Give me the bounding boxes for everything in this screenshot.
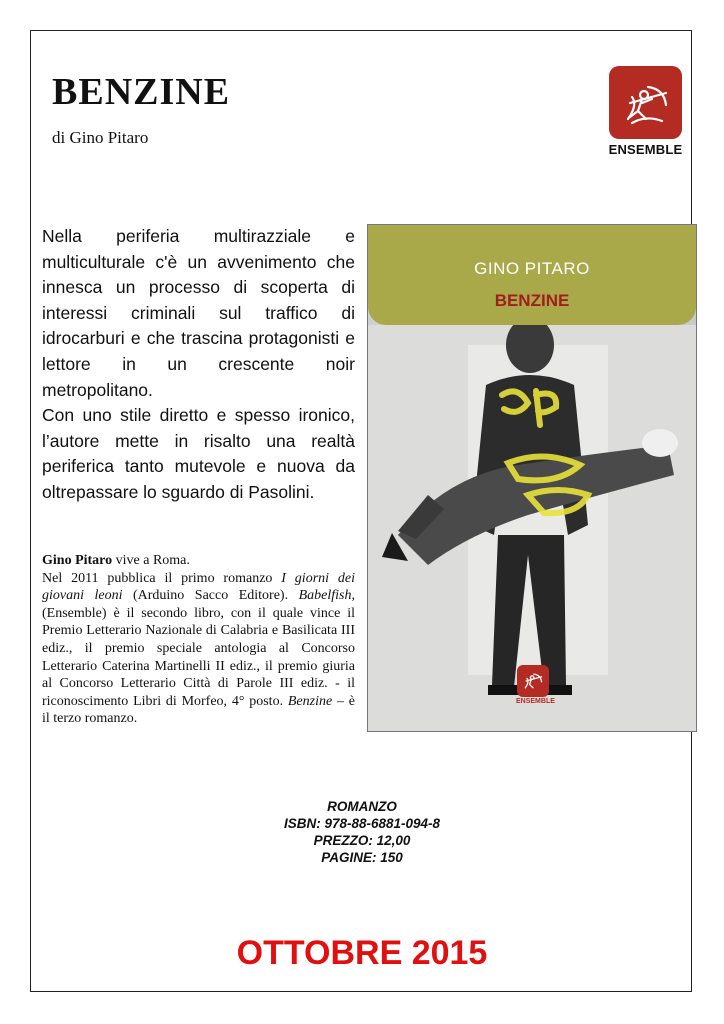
bio-text: Nel 2011 pubblica il primo romanzo xyxy=(42,570,282,586)
bio-author-name: Gino Pitaro xyxy=(42,553,113,568)
genre: ROMANZO xyxy=(327,799,397,814)
synopsis xyxy=(42,224,355,506)
cover-author: GINO PITARO xyxy=(474,259,590,278)
cover-publisher-logo xyxy=(516,665,555,705)
bio-intro-text: vive a Roma. xyxy=(112,553,190,568)
isbn: ISBN: 978-88-6881-094-8 xyxy=(283,816,441,831)
cover-publisher-name: ENSEMBLE xyxy=(516,698,555,705)
book-details xyxy=(0,798,724,866)
release-date: OTTOBRE 2015 xyxy=(236,934,488,972)
price: PREZZO: 12,00 xyxy=(313,833,411,848)
cover-title: BENZINE xyxy=(494,291,570,310)
synopsis-paragraph-2: Con uno stile diretto e spesso ironico, l’autore mette in risalto una realtà periferica tanto mutevole e nuova da oltrepassare lo sguardo di Pasolini. xyxy=(42,405,355,502)
bio-text: – è il terzo romanzo. xyxy=(42,693,355,727)
bio-text: (Ensemble) è il secondo libro, con il quale vince il Premio Letterario Nazionale di Calabria e Basilicata III ediz., il premio speciale antologia al Concorso Letterario Caterina Martinelli II ediz., il premio giuria al Concorso Letterario Città di Parole III ediz. - il riconoscimento Libri di Morfeo, 4° posto. xyxy=(42,605,355,709)
book-cover xyxy=(367,224,697,732)
archer-icon xyxy=(517,665,549,697)
bio-text: (Arduino Sacco Editore). xyxy=(122,588,299,604)
author-byline: di Gino Pitaro xyxy=(52,128,149,147)
author-bio xyxy=(42,552,355,728)
book-title: BENZINE xyxy=(52,71,231,113)
publisher-logo xyxy=(608,66,683,157)
bio-intro xyxy=(42,552,355,570)
bio-book-title: Benzine xyxy=(287,693,333,709)
bio-career xyxy=(42,570,355,728)
bio-book-title: Babelfish, xyxy=(298,588,355,604)
page-count: PAGINE: 150 xyxy=(321,850,403,865)
synopsis-paragraph-1: Nella periferia multirazziale e multiculturale c'è un avvenimento che innesca un processo di scoperta di interessi criminali sul traffico di idrocarburi e che trascina protagonisti e lettore in un crescente noir metropolitano. xyxy=(42,226,355,400)
archer-icon xyxy=(609,66,682,139)
bio-book-title: I giorni dei giovani leoni xyxy=(42,570,355,604)
publisher-name: ENSEMBLE xyxy=(608,142,683,157)
